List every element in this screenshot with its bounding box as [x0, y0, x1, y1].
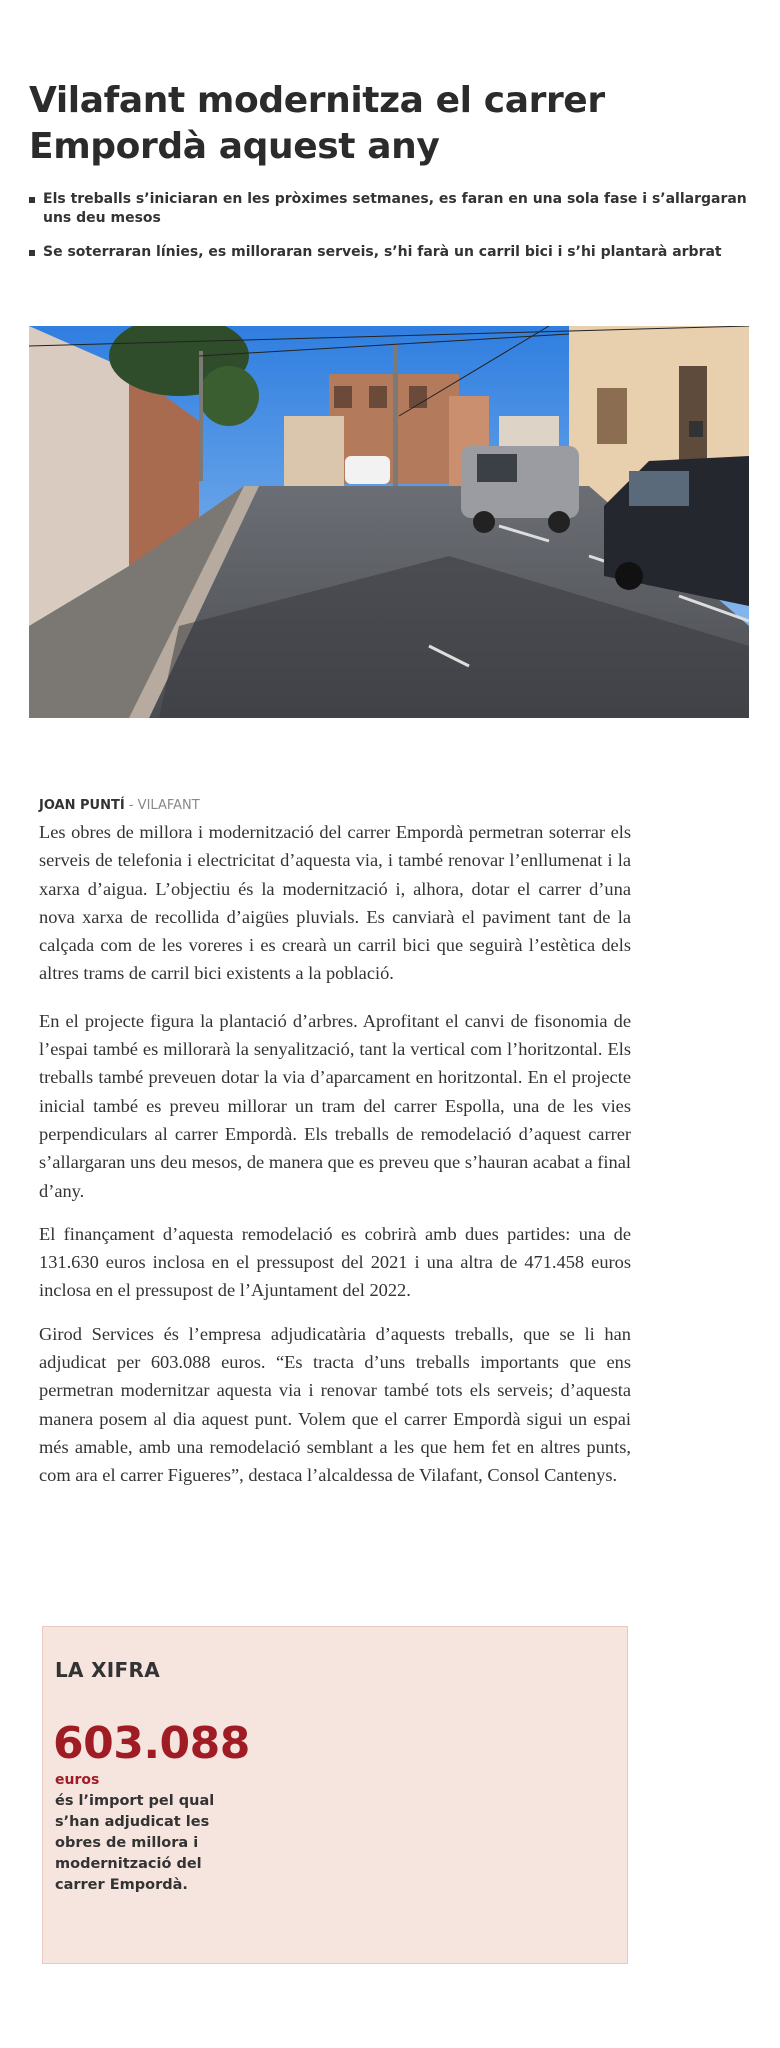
location: VILAFANT — [137, 798, 200, 813]
article-paragraph: El finançament d’aquesta remodelació es cobrirà amb dues partides: una de 131.630 euros inclosa en el pressupost del 2021 i una altra de 471.458 euros inclosa en el pressupost de l’Ajuntament del 2022. — [39, 1223, 631, 1301]
author-name: JOAN PUNTÍ — [39, 798, 125, 813]
highlight-text: Se soterraran línies, es milloraran serveis, s’hi farà un carril bici i s’hi plantarà arbrat — [43, 244, 722, 260]
byline — [39, 797, 200, 815]
byline-separator: - — [128, 798, 134, 813]
highlight-item — [29, 243, 751, 262]
factbox-unit: euros — [55, 1772, 100, 1788]
highlights-list — [29, 190, 751, 277]
factbox-number: 603.088 — [53, 1718, 250, 1769]
bullet-square-icon — [29, 197, 35, 203]
bullet-square-icon — [29, 250, 35, 256]
article-body — [39, 818, 631, 1505]
factbox-title: LA XIFRA — [55, 1658, 160, 1682]
factbox — [42, 1626, 628, 1964]
highlight-text: Els treballs s’iniciaran en les pròximes setmanes, es faran en una sola fase i s’allargaran uns deu mesos — [43, 191, 747, 226]
highlight-item — [29, 190, 751, 228]
article-paragraph: En el projecte figura la plantació d’arbres. Aprofitant el canvi de fisonomia de l’espai també es millorarà la senyalització, tant la vertical com l’horitzontal. Els treballs també preveuen dotar la via d’aparcament en horitzontal. En el projecte inicial també es preveu millorar un tram del carrer Espolla, una de les vies perpendiculars al carrer Empordà. Els treballs de remodelació d’aquest carrer s’allargaran uns deu mesos, de manera que es preveu que s’hauran acabat a final d’any. — [39, 1010, 631, 1201]
article-photo[interactable] — [29, 326, 749, 718]
article-paragraph: Les obres de millora i modernització del carrer Empordà permetran soterrar els serveis de telefonia i electricitat d’aquesta via, i també renovar l’enllumenat i la xarxa d’aigua. L’objectiu és la modernització i, alhora, dotar el carrer d’una nova xarxa de recollida d’aigües pluvials. Es canviarà el paviment tant de la calçada com de les voreres i es crearà un carril bici que seguirà l’estètica dels altres trams de carril bici existents a la població. — [39, 822, 631, 984]
article-paragraph: Girod Services és l’empresa adjudicatària d’aquests treballs, que se li han adjudicat per 603.088 euros. “Es tracta d’uns treballs importants que ens permetran modernitzar aquesta via i renovar també tots els serveis; d’aquesta manera posem al dia aquest punt. Volem que el carrer Empordà sigui un espai més amable, amb una remodelació semblant a les que hem fet en altres punts, com ara el carrer Figueres”, destaca l’alcaldessa de Vilafant, Consol Cantenys. — [39, 1323, 631, 1486]
street-photo-illustration — [29, 326, 749, 718]
headline: Vilafant modernitza el carrer Empordà aquest any — [29, 80, 605, 167]
factbox-description: és l’import pel qual s’han adjudicat les obres de millora i modernització del carrer Empordà. — [55, 1793, 215, 1893]
